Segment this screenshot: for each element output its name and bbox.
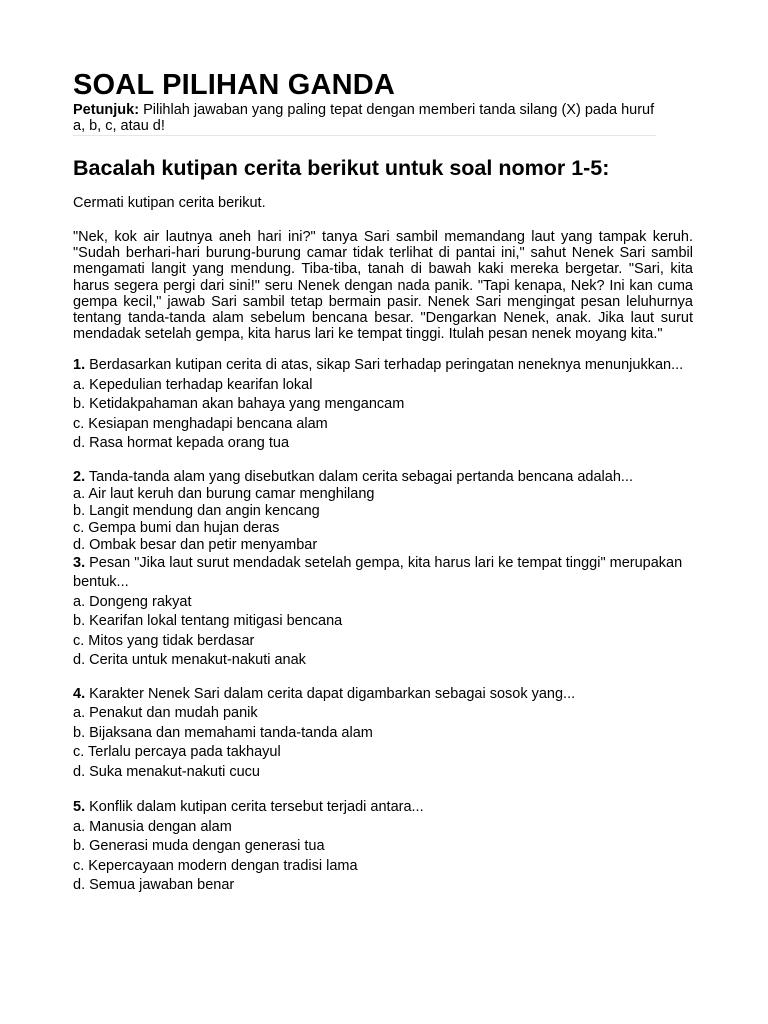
option-d: d. Suka menakut-nakuti cucu (73, 763, 260, 780)
question-number: 1. (73, 357, 86, 374)
option-b: b. Generasi muda dengan generasi tua (73, 838, 325, 855)
document-page (73, 68, 693, 896)
question-1 (73, 356, 693, 454)
instruction-text: Pilihlah jawaban yang paling tepat dengan memberi tanda silang (X) pada huruf a, b, c, atau d! (73, 102, 655, 134)
option-c: c. Mitos yang tidak berdasar (73, 632, 255, 649)
option-b: b. Ketidakpahaman akan bahaya yang mengancam (73, 396, 405, 413)
question-text: Karakter Nenek Sari dalam cerita dapat digambarkan sebagai sosok yang... (85, 685, 576, 702)
option-b: b. Langit mendung dan angin kencang (73, 502, 320, 519)
question-number: 3. (73, 554, 86, 571)
option-a: a. Manusia dengan alam (73, 818, 232, 835)
option-c: c. Kesiapan menghadapi bencana alam (73, 415, 328, 432)
question-2 (73, 469, 693, 554)
page-title: SOAL PILIHAN GANDA (73, 69, 396, 101)
instruction (73, 102, 656, 136)
option-a: a. Air laut keruh dan burung camar menghilang (73, 485, 375, 502)
question-number: 2. (73, 468, 86, 485)
option-b: b. Kearifan lokal tentang mitigasi bencana (73, 613, 343, 630)
question-stem (73, 469, 693, 486)
question-text: Konflik dalam kutipan cerita tersebut terjadi antara... (85, 799, 424, 816)
question-stem (73, 798, 693, 818)
story-passage: "Nek, kok air lautnya aneh hari ini?" tanya Sari sambil memandang laut yang tampak keruh. "Sudah berhari-hari burung-burung camar tidak terlihat di pantai ini," sahut Nenek Sari sambil mengamati langit yang mendung. Tiba-tiba, tanah di bawah kaki mereka bergetar. "Sari, kita harus segera pergi dari sini!" seru Nenek dengan nada panik. "Tapi kenapa, Nek? Ini kan cuma gempa kecil," jawab Sari sambil tetap bermain pasir. Nenek Sari mengingat pesan leluhurnya tentang tanda-tanda alam sebelum bencana besar. "Dengarkan Nenek, anak. Jika laut surut mendadak setelah gempa, kita harus lari ke tempat tinggi. Itulah pesan nenek moyang kita." (73, 229, 693, 343)
intro-text: Cermati kutipan cerita berikut. (73, 195, 266, 211)
question-number: 5. (73, 799, 86, 816)
option-c: c. Gempa bumi dan hujan deras (73, 519, 280, 536)
question-5 (73, 798, 693, 896)
section-heading: Bacalah kutipan cerita berikut untuk soal nomor 1-5: (73, 156, 610, 180)
question-text: Tanda-tanda alam yang disebutkan dalam cerita sebagai pertanda bencana adalah... (85, 468, 633, 485)
question-stem (73, 554, 693, 593)
question-text: Berdasarkan kutipan cerita di atas, sikap Sari terhadap peringatan neneknya menunjukkan... (85, 357, 684, 374)
instruction-label: Petunjuk: (73, 102, 140, 118)
option-c: c. Terlalu percaya pada takhayul (73, 744, 281, 761)
question-3 (73, 554, 693, 671)
option-a: a. Kepedulian terhadap kearifan lokal (73, 376, 313, 393)
option-b: b. Bijaksana dan memahami tanda-tanda alam (73, 724, 373, 741)
option-a: a. Dongeng rakyat (73, 593, 192, 610)
option-d: d. Semua jawaban benar (73, 877, 235, 894)
option-c: c. Kepercayaan modern dengan tradisi lama (73, 857, 358, 874)
question-stem (73, 356, 693, 376)
option-d: d. Rasa hormat kepada orang tua (73, 435, 290, 452)
question-4 (73, 685, 693, 783)
question-text: Pesan "Jika laut surut mendadak setelah gempa, kita harus lari ke tempat tinggi" merupakan bentuk... (73, 554, 683, 591)
question-stem (73, 685, 693, 705)
option-a: a. Penakut dan mudah panik (73, 705, 258, 722)
option-d: d. Cerita untuk menakut-nakuti anak (73, 652, 306, 669)
question-number: 4. (73, 685, 86, 702)
option-d: d. Ombak besar dan petir menyambar (73, 536, 318, 553)
